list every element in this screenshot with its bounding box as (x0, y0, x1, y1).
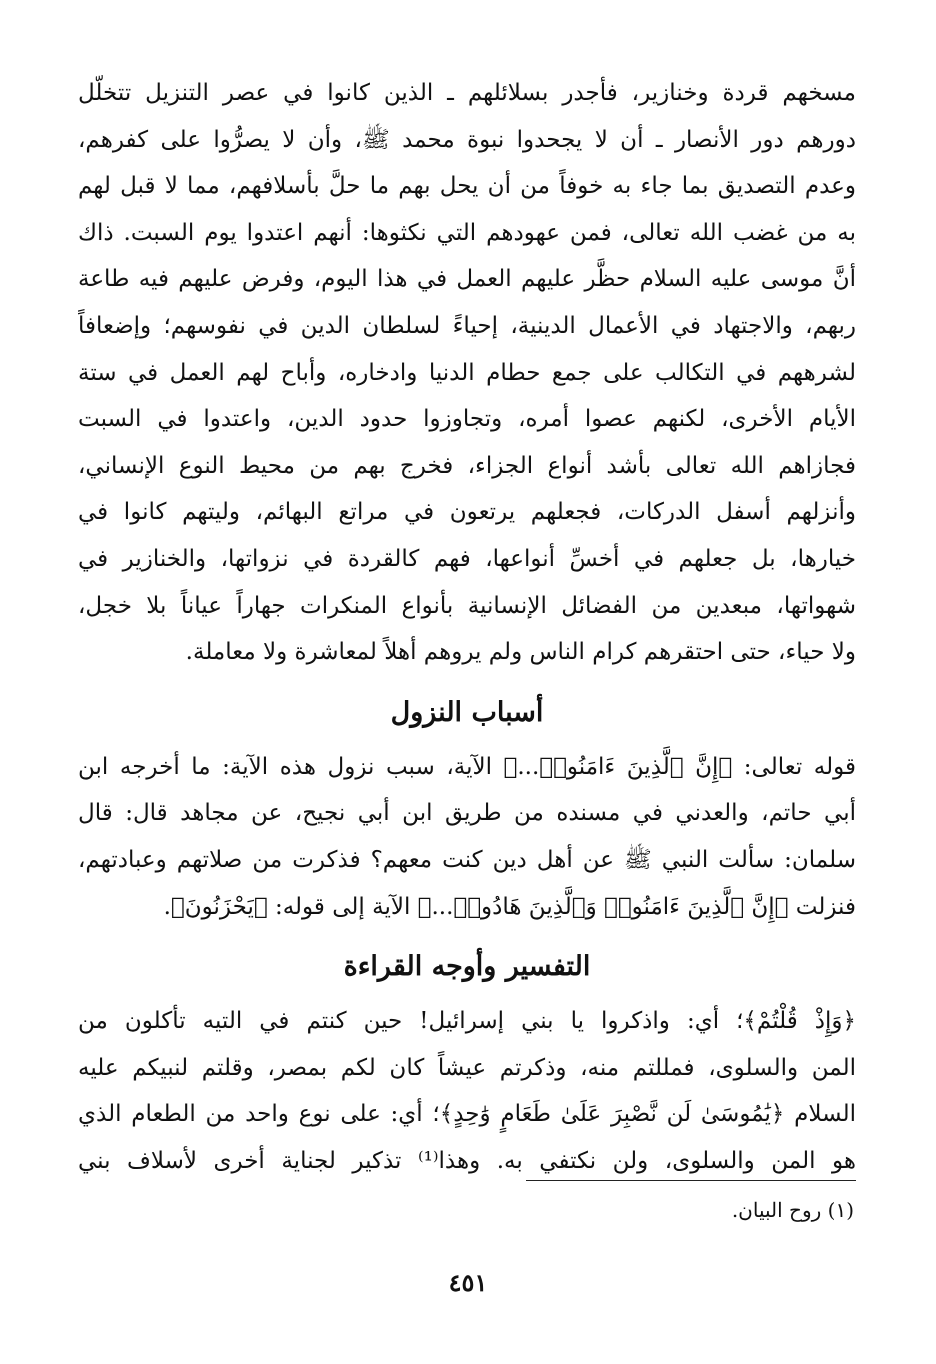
text-line: ربهم، والاجتهاد في الأعمال الدينية، إحياءً لسلطان الدين في نفوسهم؛ وإضعافاً (78, 312, 856, 339)
footnote: (١) روح البيان. (731, 1198, 854, 1222)
text-line: أبي حاتم، والعدني في مسنده من طريق ابن أبي نجيح، عن مجاهد قال: قال (78, 800, 856, 827)
text-line: فجازاهم الله تعالى بأشد أنواع الجزاء، فخرج بهم من محيط النوع الإنساني، (78, 452, 856, 479)
page-number: ٤٥١ (448, 1268, 488, 1297)
text-line: شهواتها، مبعدين من الفضائل الإنسانية بأنواع المنكرات جهاراً عياناً بلا خجل، (78, 592, 856, 619)
text-line: السلام ﴿يَٰمُوسَىٰ لَن نَّصْبِرَ عَلَىٰ طَعَامٍ وَٰحِدٍ﴾؛ أي: على نوع واحد من الطعام الذي (78, 1101, 856, 1128)
text-line: أنَّ موسى عليه السلام حظَّر عليهم العمل في هذا اليوم، وفرض عليهم فيه طاعة (78, 266, 856, 293)
paragraph-3 (78, 998, 856, 1184)
text-line: به من غضب الله تعالى، فمن عهودهم التي نكثوها: أنهم اعتدوا يوم السبت. ذاك (78, 219, 856, 246)
text-line: الأيام الأخرى، لكنهم عصوا أمره، وتجاوزوا حدود الدين، واعتدوا في السبت (78, 406, 856, 433)
text-line: مسخهم قردة وخنازير، فأجدر بسلائلهم ـ الذين كانوا في عصر التنزيل تتخلّل (78, 80, 856, 106)
text-line: سلمان: سألت النبي ﷺ عن أهل دين كنت معهم؟ فذكرت من صلاتهم وعبادتهم، (78, 846, 856, 873)
paragraph-2 (78, 744, 856, 930)
section-heading-asbab-al-nuzul: أسباب النزول (390, 696, 544, 728)
text-line: دورهم دور الأنصار ـ أن لا يجحدوا نبوة محمد ﷺ، وأن لا يصرُّوا على كفرهم، (78, 126, 856, 153)
text-line: ولا حياء، حتى احتقرهم كرام الناس ولم يروهم أهلاً لمعاشرة ولا معاملة. (185, 639, 856, 666)
text-line: لشرههم في التكالب على جمع حطام الدنيا وادخاره، وأباح لهم العمل في ستة (78, 359, 856, 386)
page-body (78, 70, 856, 1184)
section-heading-tafsir: التفسير وأوجه القراءة (343, 951, 591, 983)
text-line: ﴿وَإِذْ قُلْتُمْ﴾؛ أي: واذكروا يا بني إسرائيل! حين كنتم في التيه تأكلون من (78, 1008, 856, 1035)
text-line: وأنزلهم أسفل الدركات، فجعلهم يرتعون في مراتع البهائم، وليتهم كانوا في (78, 499, 856, 526)
text-line: خيارها، بل جعلهم في أخسِّ أنواعها، فهم كالقردة في نزواتها، والخنازير في (78, 545, 856, 572)
text-line: فنزلت ﴿إِنَّ ٱلَّذِينَ ءَامَنُوا۟ وَٱلَّذِينَ هَادُوا۟...﴾ الآية إلى قوله: ﴿يَحْزَنُونَ﴾. (163, 893, 856, 920)
text-line: هو المن والسلوى، ولن نكتفي به. وهذا⁽¹⁾ تذكير لجناية أخرى لأسلاف بني (78, 1147, 856, 1174)
text-line: قوله تعالى: ﴿إِنَّ ٱلَّذِينَ ءَامَنُوا۟...﴾ الآية، سبب نزول هذه الآية: ما أخرجه ابن (78, 753, 856, 780)
text-line: وعدم التصديق بما جاء به خوفاً من أن يحل بهم ما حلَّ بأسلافهم، مما لا قبل لهم (78, 173, 856, 200)
footnote-divider (526, 1180, 856, 1181)
paragraph-1 (78, 70, 856, 676)
text-line: المن والسلوى، فمللتم منه، وذكرتم عيشاً كان لكم بمصر، وقلتم لنبيكم عليه (78, 1054, 856, 1081)
